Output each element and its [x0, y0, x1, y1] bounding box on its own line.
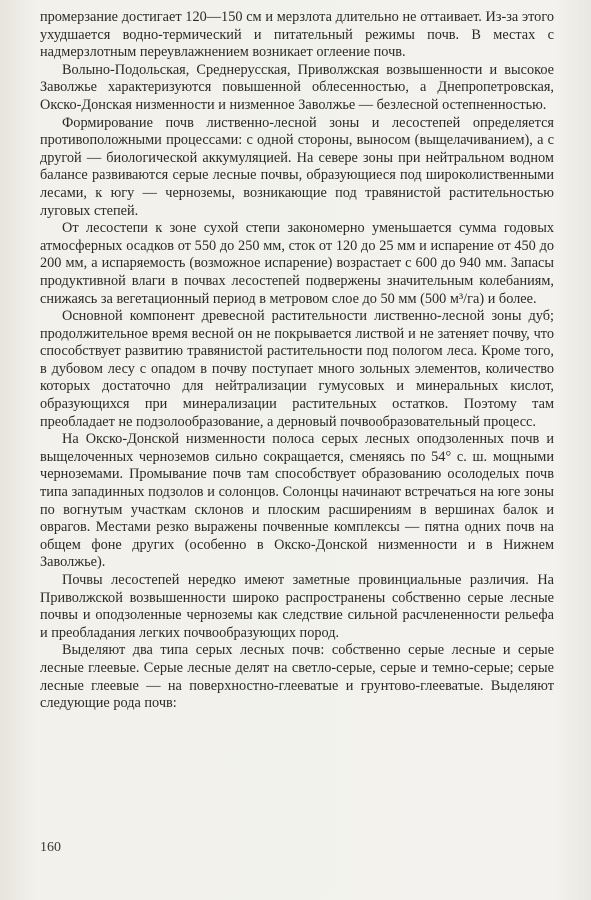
paragraph: На Окско-Донской низменности полоса серых лесных оподзоленных почв и выщелоченных черноземов сильно сокращается, сменяясь по 54° с. ш. мощными черноземами. Промывание почв там способствует образованию осолоделых почв типа западинных подзолов и солонцов. Солонцы начинают встречаться на юге зоны по вогнутым участкам склонов и плоским расширениям в вершинах балок и оврагов. Местами резко выражены почвенные комплексы — пятна одних почв на общем фоне других (особенно в Окско-Донской низменности и в Нижнем Заволжье). [40, 431, 554, 571]
paragraph: Выделяют два типа серых лесных почв: собственно серые лесные и серые лесные глеевые. Серые лесные делят на светло-серые, серые и темно-серые; серые лесные глеевые — на поверхностно-глееватые и грунтово-глееватые. Выделяют следующие рода почв: [40, 642, 554, 712]
paragraph: Волыно-Подольская, Среднерусская, Приволжская возвышенности и высокое Заволжье характеризуются повышенной облесенностью, а Днепропетровская, Окско-Донская низменности и низменное Заволжье — безлесной остепненностью. [40, 61, 554, 113]
page-number: 160 [40, 840, 61, 855]
paragraph: От лесостепи к зоне сухой степи закономерно уменьшается сумма годовых атмосферных осадков от 550 до 250 мм, сток от 120 до 25 мм и испарение от 450 до 200 мм, а испаряемость (возможное испарение) возрастает с 600 до 940 мм. Запасы продуктивной влаги в почвах лесостепей подвержены значительным колебаниям, снижаясь за вегетационный период в метровом слое до 50 мм (500 м³/га) и более. [40, 220, 554, 307]
paragraph: Почвы лесостепей нередко имеют заметные провинциальные различия. На Приволжской возвышенности широко распространены собственно серые лесные почвы и оподзоленные черноземы как следствие сильной расчлененности рельефа и преобладания легких почвообразующих пород. [40, 572, 554, 641]
paragraph: Формирование почв лиственно-лесной зоны и лесостепей определяется противоположными процессами: с одной стороны, выносом (выщелачиванием), а с другой — биологической аккумуляцией. На севере зоны при нейтральном водном балансе развиваются серые лесные почвы, образующиеся под широколиственными лесами, к югу — черноземы, возникающие под травянистой растительностью луговых степей. [40, 114, 554, 219]
body-text [40, 9, 554, 713]
paragraph: Основной компонент древесной растительности лиственно-лесной зоны дуб; продолжительное время весной он не покрывается листвой и не затеняет почву, что способствует развитию травянистой растительности под пологом леса. Кроме того, в дубовом лесу с опадом в почву поступает много зольных элементов, количество которых достаточно для нейтрализации гумусовых и минеральных кислот, образующихся при минерализации растительных остатков. Поэтому там преобладает не подзолообразование, а дерновый почвообразовательный процесс. [40, 308, 554, 430]
paragraph: промерзание достигает 120—150 см и мерзлота длительно не оттаивает. Из-за этого ухудшается водно-термический и питательный режимы почв. В местах с надмерзлотным переувлажнением возникает оглеение почв. [40, 9, 554, 61]
